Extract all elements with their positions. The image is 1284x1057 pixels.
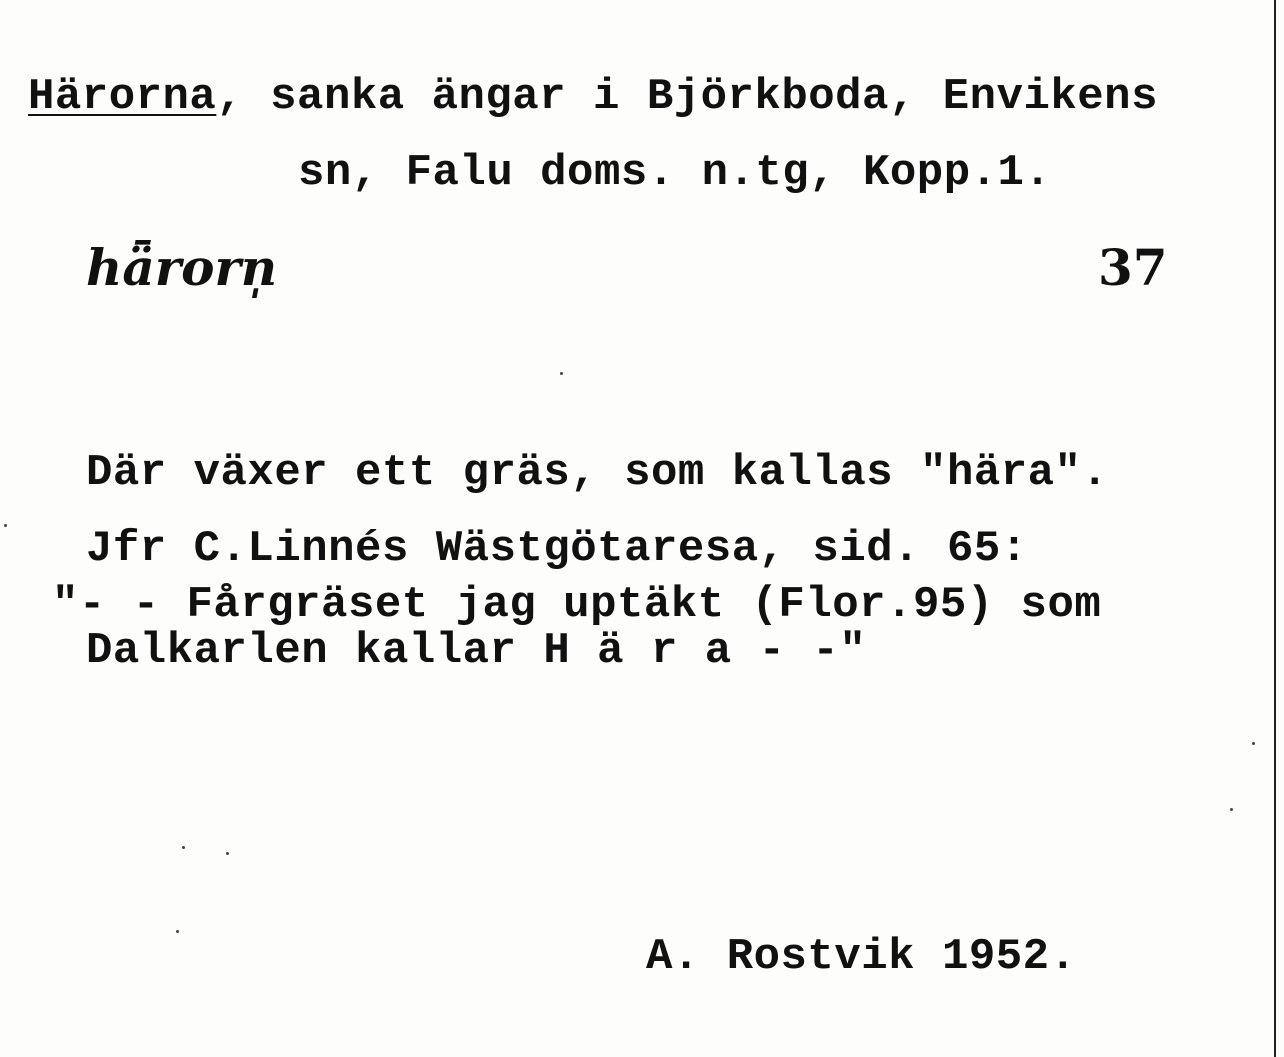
heading-rest: , sanka ängar i Björkboda, Envikens — [216, 72, 1158, 122]
paper-speck — [4, 524, 7, 527]
paper-speck — [560, 372, 563, 375]
paper-speck — [226, 852, 229, 855]
body-line-4: Dalkarlen kallar H ä r a - -" — [86, 626, 867, 676]
paper-speck — [1252, 742, 1255, 745]
heading-line-1 — [28, 72, 1158, 122]
body-line-2: Jfr C.Linnés Wästgötaresa, sid. 65: — [86, 524, 1028, 574]
paper-speck — [182, 846, 185, 849]
signature: A. Rostvik 1952. — [646, 932, 1077, 982]
headword: Härorna — [28, 72, 217, 122]
card-edge — [1274, 0, 1276, 1057]
phonetic-transcription: hǟrorn̩ — [86, 238, 278, 297]
body-line-3: "- - Fårgräset jag uptäkt (Flor.95) som — [52, 580, 1102, 630]
paper-speck — [176, 930, 179, 933]
paper-speck — [1230, 808, 1233, 811]
body-line-1: Där växer ett gräs, som kallas "hära". — [86, 448, 1109, 498]
card-number: 37 — [1098, 238, 1168, 297]
heading-line-2: sn, Falu doms. n.tg, Kopp.1. — [298, 148, 1052, 198]
